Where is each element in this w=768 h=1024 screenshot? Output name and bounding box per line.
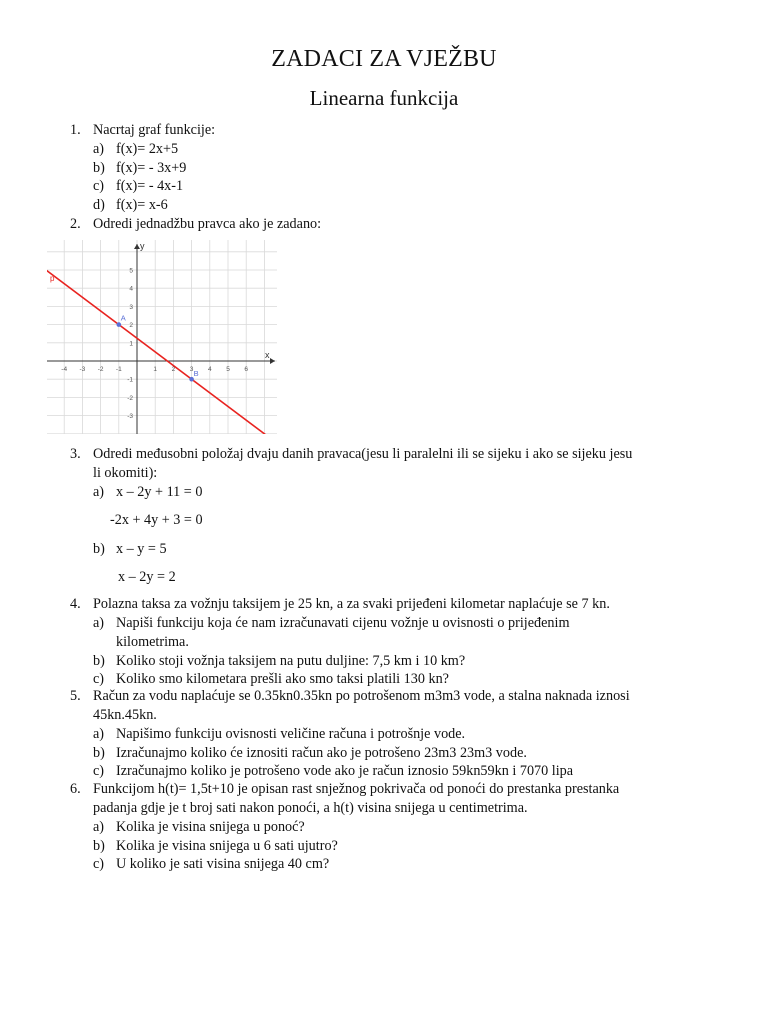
item-label: b)	[93, 653, 105, 669]
x-tick-label: 1	[153, 366, 158, 373]
x-axis-arrow	[270, 358, 275, 364]
line-p	[47, 267, 277, 434]
item-text: Koliko stoji vožnja taksijem na putu duljine: 7,5 km i 10 km?	[116, 653, 466, 669]
task-text-line-2: padanja gdje je t broj sati nakon ponoći, a h(t) visina snijega u centimetrima.	[93, 800, 528, 816]
point-a-label: A	[120, 313, 126, 323]
y-tick-label: 4	[129, 285, 133, 293]
x-tick-label: 4	[207, 366, 212, 373]
item-text: f(x)= x-6	[116, 197, 168, 213]
line-graph	[47, 240, 277, 434]
x-axis-label: x	[265, 350, 270, 360]
x-tick-label: 5	[226, 366, 230, 373]
item-label: b)	[93, 541, 105, 557]
item-label: a)	[93, 726, 105, 742]
item-label: b)	[93, 838, 105, 854]
x-tick-label: 2	[171, 366, 176, 373]
y-tick-label: -2	[127, 394, 133, 402]
item-text: U koliko je sati visina snijega 40 cm?	[116, 856, 330, 872]
y-tick-label: -1	[127, 376, 133, 384]
x-tick-label: -1	[115, 366, 122, 373]
y-tick-label: 3	[129, 303, 133, 311]
equation: -2x + 4y + 3 = 0	[110, 512, 203, 528]
task-text-line-1: Odredi međusobni položaj dvaju danih pravaca(jesu li paralelni ili se sijeku i ako se sijeku jesu	[93, 446, 633, 462]
task-number: 2.	[70, 216, 81, 232]
y-tick-label: 1	[129, 340, 133, 348]
task-text: Polazna taksa za vožnju taksijem je 25 kn, a za svaki prijeđeni kilometar naplaćuje se 7 kn.	[93, 596, 610, 612]
item-label: c)	[93, 856, 105, 872]
task-number: 1.	[70, 122, 81, 138]
item-text: f(x)= - 3x+9	[116, 160, 187, 176]
y-axis-label: y	[140, 241, 145, 251]
y-tick-label: -3	[127, 413, 133, 421]
item-label: c)	[93, 671, 105, 687]
item-text: Kolika je visina snijega u 6 sati ujutro?	[116, 838, 338, 854]
page-subtitle: Linearna funkcija	[309, 86, 459, 110]
item-text-line-1: Napiši funkciju koja će nam izračunavati cijenu vožnje u ovisnosti o prijeđenim	[116, 615, 570, 631]
task-text-line-1: Račun za vodu naplaćuje se 0.35kn0.35kn po potrošenom m3m3 vode, a stalna naknada iznosi	[93, 688, 630, 704]
equation: x – 2y = 2	[118, 569, 176, 585]
x-tick-label: -3	[79, 366, 86, 373]
item-text: Izračunajmo koliko je potrošeno vode ako je račun iznosio 59kn59kn i 7070 lipa	[116, 763, 574, 779]
item-label: a)	[93, 141, 105, 157]
task-text-line-1: Funkcijom h(t)= 1,5t+10 je opisan rast snježnog pokrivača od ponoći do prestanka prestanka	[93, 781, 620, 797]
item-text: Napišimo funkciju ovisnosti veličine računa i potrošnje vode.	[116, 726, 466, 742]
item-label: c)	[93, 178, 105, 194]
x-tick-label: 6	[244, 366, 249, 373]
item-label: a)	[93, 484, 105, 500]
x-tick-label: -2	[97, 366, 104, 373]
item-label: c)	[93, 763, 105, 779]
task-number: 3.	[70, 446, 81, 462]
task-number: 5.	[70, 688, 81, 704]
x-tick-label: -4	[61, 366, 68, 373]
item-label: d)	[93, 197, 105, 213]
equation: x – 2y + 11 = 0	[116, 484, 203, 500]
item-label: b)	[93, 745, 105, 761]
point-b-label: B	[193, 369, 199, 379]
task-text: Nacrtaj graf funkcije:	[93, 122, 216, 138]
task-number: 6.	[70, 781, 81, 797]
item-label: a)	[93, 819, 105, 835]
task-number: 4.	[70, 596, 81, 612]
equation: x – y = 5	[116, 541, 167, 557]
item-text-line-2: kilometrima.	[116, 634, 189, 650]
y-tick-label: 5	[129, 267, 133, 275]
item-text: Kolika je visina snijega u ponoć?	[116, 819, 305, 835]
page-title: ZADACI ZA VJEŽBU	[271, 46, 497, 72]
item-text: f(x)= - 4x-1	[116, 178, 184, 194]
item-text: Izračunajmo koliko će iznositi račun ako je potrošeno 23m3 23m3 vode.	[116, 745, 527, 761]
item-label: a)	[93, 615, 105, 631]
y-tick-label: 2	[129, 322, 133, 330]
item-label: b)	[93, 160, 105, 176]
item-text: f(x)= 2x+5	[116, 141, 179, 157]
line-p-label: p	[50, 274, 55, 283]
task-text-line-2: 45kn.45kn.	[93, 707, 157, 723]
task-text: Odredi jednadžbu pravca ako je zadano:	[93, 216, 322, 232]
task-text-line-2: li okomiti):	[93, 465, 158, 481]
item-text: Koliko smo kilometara prešli ako smo taksi platili 130 kn?	[116, 671, 449, 687]
x-tick-label: 3	[189, 366, 194, 373]
point-a	[117, 322, 122, 327]
